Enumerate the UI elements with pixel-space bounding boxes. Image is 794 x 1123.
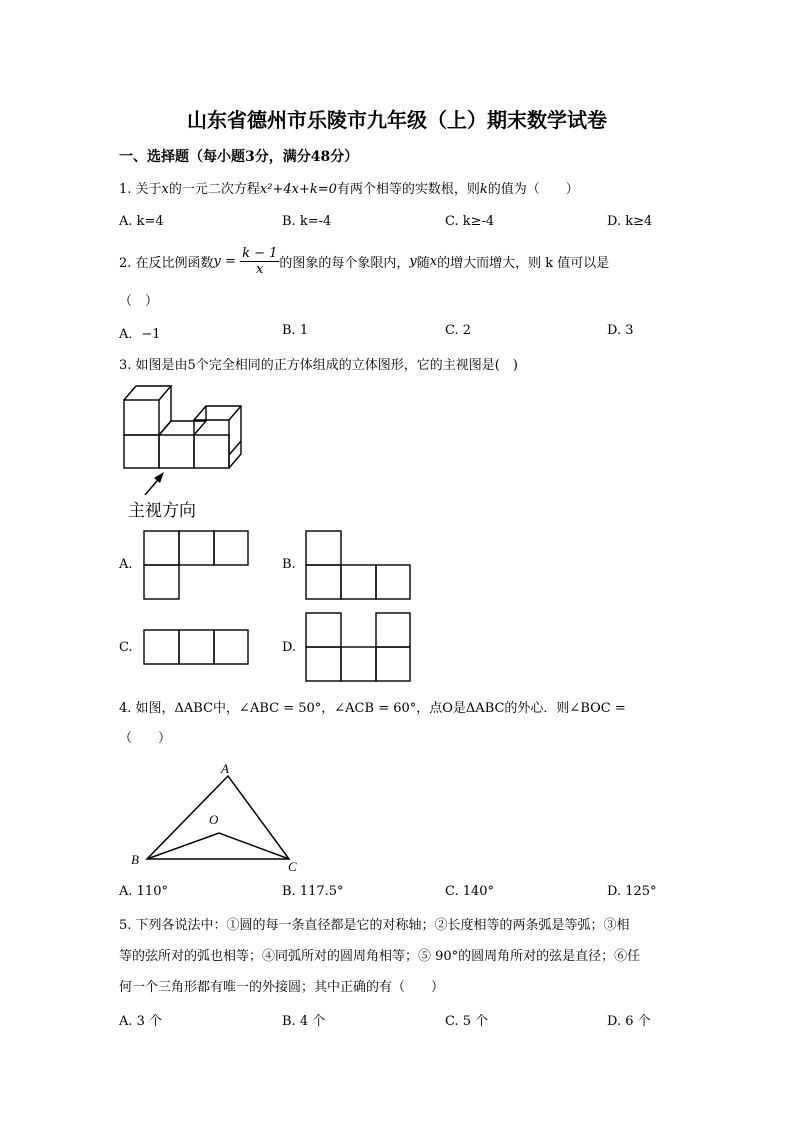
question-3-stem: 3. 如图是由5个完全相同的正方体组成的立体图形，它的主视图是( ) — [119, 358, 518, 373]
q3-option-d-figure[interactable] — [305, 612, 411, 682]
q3-option-a-figure[interactable] — [143, 530, 249, 600]
q4-label-o: O — [209, 812, 219, 827]
q2-option-a[interactable]: A．−1 — [119, 327, 161, 342]
q5-option-d[interactable]: D. 6 个 — [607, 1014, 651, 1029]
q5-option-b[interactable]: B. 4 个 — [282, 1014, 326, 1029]
question-4-stem: 4. 如图，ΔABC中，∠ABC = 50°，∠ACB = 60°，点O是ΔABC的外心．则∠BOC = — [119, 701, 626, 716]
q1-option-b[interactable]: B. k=-4 — [282, 214, 332, 229]
question-5-line-2: 等的弦所对的弧也相等；④同弧所对的圆周角相等；⑤ 90°的圆周角所对的弦是直径；⑥任 — [119, 949, 641, 964]
q3-option-c-figure[interactable] — [143, 629, 249, 665]
q3-option-a-label[interactable]: A. — [119, 557, 133, 572]
question-4-stem-cont: （ ） — [119, 731, 172, 746]
question-5-line-3: 何一个三角形都有唯一的外接圆；其中正确的有（ ） — [119, 980, 445, 995]
q4-option-a[interactable]: A. 110° — [119, 884, 168, 899]
q1-option-c[interactable]: C. k≥-4 — [445, 214, 495, 229]
q4-triangle-figure — [125, 760, 305, 872]
q4-option-d[interactable]: D. 125° — [607, 884, 657, 899]
q3-option-b-figure[interactable] — [305, 530, 411, 600]
q4-option-c[interactable]: C. 140° — [445, 884, 495, 899]
question-2-stem-cont: （ ） — [119, 294, 159, 309]
q4-label-b: B — [131, 852, 139, 867]
question-5-line-1: 5. 下列各说法中：①圆的每一条直径都是它的对称轴；②长度相等的两条弧是等弧；③相 — [119, 918, 630, 933]
q1-option-d[interactable]: D. k≥4 — [607, 214, 653, 229]
q3-figure-label: 主视方向 — [128, 501, 196, 521]
q3-option-d-label[interactable]: D. — [282, 640, 297, 655]
q2-option-c[interactable]: C. 2 — [445, 323, 472, 338]
q1-option-a[interactable]: A. k=4 — [119, 214, 164, 229]
page-title: 山东省德州市乐陵市九年级（上）期末数学试卷 — [187, 108, 607, 132]
q2-option-d[interactable]: D. 3 — [607, 323, 634, 338]
question-1-stem: 1. 关于x的一元二次方程x²+4x+k=0有两个相等的实数根，则k的值为（ ） — [119, 182, 579, 197]
section-heading: 一、选择题（每小题3分，满分48分） — [119, 149, 359, 165]
q1-equation: x²+4x+k=0 — [259, 182, 337, 197]
question-2-stem: 2. 在反比例函数y = $\frac{k - 1}{x}$ 的图象的每个象限内，y随x的增大而增大，则 k 值可以是 — [119, 246, 610, 277]
q4-option-b[interactable]: B. 117.5° — [282, 884, 344, 899]
q5-option-a[interactable]: A. 3 个 — [119, 1014, 163, 1029]
q5-option-c[interactable]: C. 5 个 — [445, 1014, 489, 1029]
q3-option-c-label[interactable]: C. — [119, 640, 133, 655]
q4-label-a: A — [221, 761, 229, 776]
q3-option-b-label[interactable]: B. — [282, 557, 296, 572]
q2-option-b[interactable]: B. 1 — [282, 323, 309, 338]
q3-cube-figure — [118, 380, 258, 475]
q2-fraction: $\frac{k - 1}{x}$ — [242, 246, 278, 277]
q4-label-c: C — [288, 859, 297, 874]
